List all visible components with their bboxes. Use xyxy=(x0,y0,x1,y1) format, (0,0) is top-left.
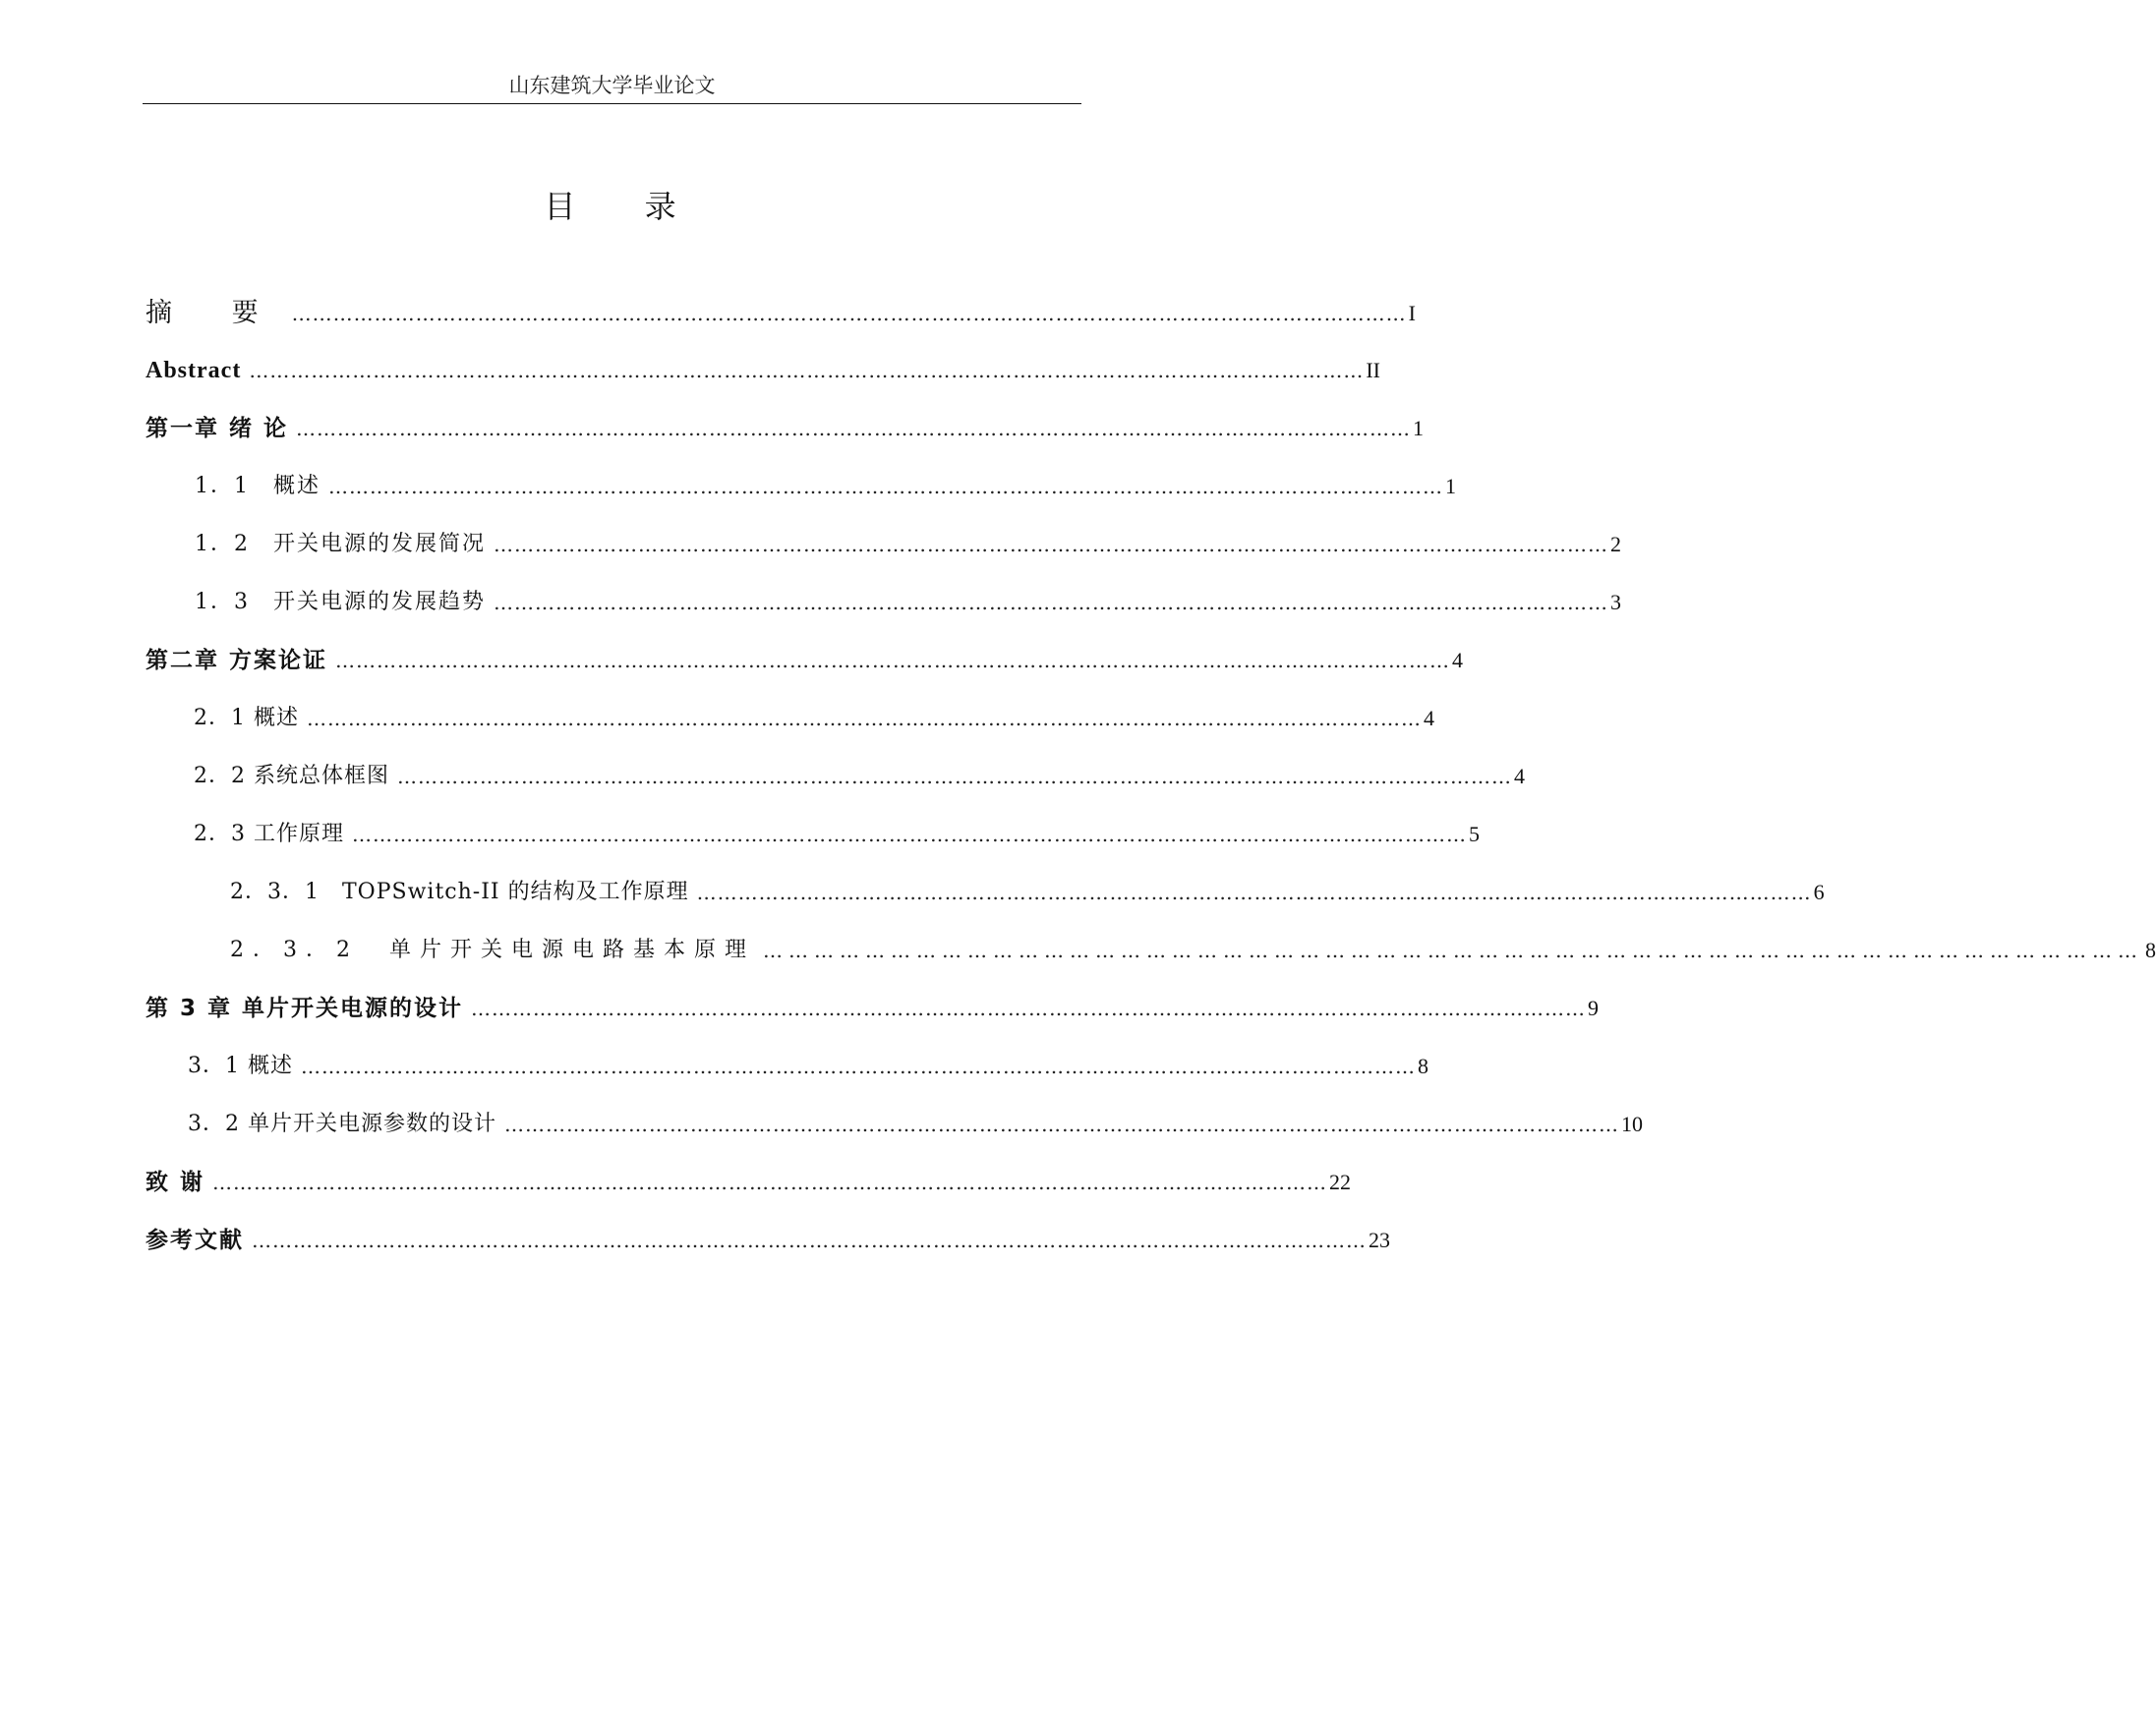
toc-entry-section-2-1[interactable] xyxy=(194,698,1434,733)
toc-entry-chapter-3[interactable] xyxy=(146,988,1600,1023)
toc-entry-label: 参考文献 xyxy=(146,1228,244,1253)
toc-leader-dots: ……………………………………………………………………………………………………………………………………………… xyxy=(494,591,1608,614)
toc-entry-section-3-2[interactable] xyxy=(188,1104,1643,1139)
toc-entry-label: 3．1 概述 xyxy=(188,1054,293,1078)
toc-entry-label: 2．3．1 TOPSwitch-II 的结构及工作原理 xyxy=(230,880,689,904)
toc-leader-dots: ……………………………………………………………………………………………………………………………………………… xyxy=(249,359,1365,382)
toc-leader-dots: ……………………………………………………………………………………………………………………………………………… xyxy=(471,997,1587,1020)
toc-leader-dots: ……………………………………………………………………………………………………………………………………………… xyxy=(291,302,1407,325)
toc-entry-section-1-3[interactable] xyxy=(195,582,1621,617)
toc-entry-page: 8 xyxy=(2145,938,2156,962)
toc-entry-chapter-1[interactable] xyxy=(146,408,1425,443)
toc-leader-dots: ……………………………………………………………………………………………………………………………………………… xyxy=(352,823,1467,846)
toc-entry-page: 2 xyxy=(1610,532,1621,556)
toc-entry-page: I xyxy=(1408,301,1416,325)
toc-entry-label: 第 3 章 单片开关电源的设计 xyxy=(146,996,464,1021)
toc-entry-label: 2．3．2 单片开关电源电路基本原理 xyxy=(230,938,755,962)
toc-leader-dots: ……………………………………………………………………………………………………………………………………………… xyxy=(494,533,1608,556)
toc-entry-label: 第二章 方案论证 xyxy=(146,648,328,673)
toc-entry-section-1-1[interactable] xyxy=(195,466,1456,501)
toc-entry-acknowledgements[interactable] xyxy=(146,1162,1352,1197)
toc-leader-dots: ……………………………………………………………………………………………………………………………………………… xyxy=(252,1229,1367,1252)
toc-entry-page: 5 xyxy=(1469,822,1480,846)
toc-entry-label: 第一章 绪 论 xyxy=(146,416,289,441)
toc-entry-references[interactable] xyxy=(146,1220,1390,1255)
toc-entry-page: 1 xyxy=(1413,416,1425,440)
toc-leader-dots: ……………………………………………………………………………………………………………………………………………… xyxy=(504,1113,1619,1136)
toc-entry-page: 3 xyxy=(1610,590,1621,614)
toc-entry-page: 4 xyxy=(1514,764,1525,788)
toc-entry-page: 6 xyxy=(1813,880,1825,904)
toc-entry-page: 8 xyxy=(1418,1054,1428,1078)
toc-entry-section-2-3-2[interactable] xyxy=(230,930,2156,965)
toc-entry-page: 10 xyxy=(1621,1112,1643,1136)
toc-entry-label: 2．3 工作原理 xyxy=(194,822,344,846)
toc-entry-label: 1．2 开关电源的发展简况 xyxy=(195,532,486,556)
toc-entry-page: 4 xyxy=(1452,648,1464,672)
toc-entry-section-1-2[interactable] xyxy=(195,524,1621,559)
toc-leader-dots: ……………………………………………………………………………………………………………………………………………… xyxy=(397,765,1512,788)
toc-entry-section-2-2[interactable] xyxy=(194,756,1525,791)
toc-leader-dots: ……………………………………………………………………………………………………………………………………………… xyxy=(296,417,1412,440)
toc-leader-dots: ……………………………………………………………………………………………………………………………………………… xyxy=(307,707,1422,730)
toc-leader-dots: ……………………………………………………………………………………………………………………………………………… xyxy=(301,1055,1416,1078)
toc-entry-section-2-3[interactable] xyxy=(194,814,1480,849)
toc-leader-dots: ……………………………………………………………………………………………………………………………………………… xyxy=(212,1171,1328,1194)
toc-entry-section-2-3-1[interactable] xyxy=(230,872,1825,907)
toc-entry-label: Abstract xyxy=(146,358,242,383)
toc-entry-label: 2．1 概述 xyxy=(194,706,299,730)
toc-entry-page: II xyxy=(1366,358,1380,382)
toc-entry-label: 摘 要 xyxy=(146,298,284,328)
toc-leader-dots: ……………………………………………………………………………………………………………………………………………… xyxy=(696,881,1812,904)
toc-entry-label: 致 谢 xyxy=(146,1170,205,1195)
toc-entry-label: 1．3 开关电源的发展趋势 xyxy=(195,590,486,614)
toc-entry-abstract-en[interactable] xyxy=(146,350,1380,385)
toc-leader-dots: ……………………………………………………………………………………………………………………………………………… xyxy=(328,475,1443,498)
toc-entry-section-3-1[interactable] xyxy=(188,1046,1428,1081)
toc-entry-chapter-2[interactable] xyxy=(146,640,1464,675)
toc-entry-page: 22 xyxy=(1329,1170,1352,1194)
toc-entry-abstract-cn[interactable] xyxy=(146,293,1416,328)
toc-entry-label: 1．1 概述 xyxy=(195,474,320,498)
toc-leader-dots: ……………………………………………………………………………………………………………………………………………… xyxy=(763,939,2143,962)
toc-title: 目 录 xyxy=(544,188,706,225)
toc-entry-page: 1 xyxy=(1445,474,1456,498)
toc-entry-page: 9 xyxy=(1588,996,1600,1020)
running-header: 山东建筑大学毕业论文 xyxy=(508,74,716,97)
toc-entry-label: 2．2 系统总体框图 xyxy=(194,764,389,788)
toc-entry-page: 23 xyxy=(1369,1228,1390,1252)
toc-entry-page: 4 xyxy=(1424,706,1434,730)
toc-entry-label: 3．2 单片开关电源参数的设计 xyxy=(188,1112,496,1136)
toc-leader-dots: ……………………………………………………………………………………………………………………………………………… xyxy=(335,649,1451,672)
